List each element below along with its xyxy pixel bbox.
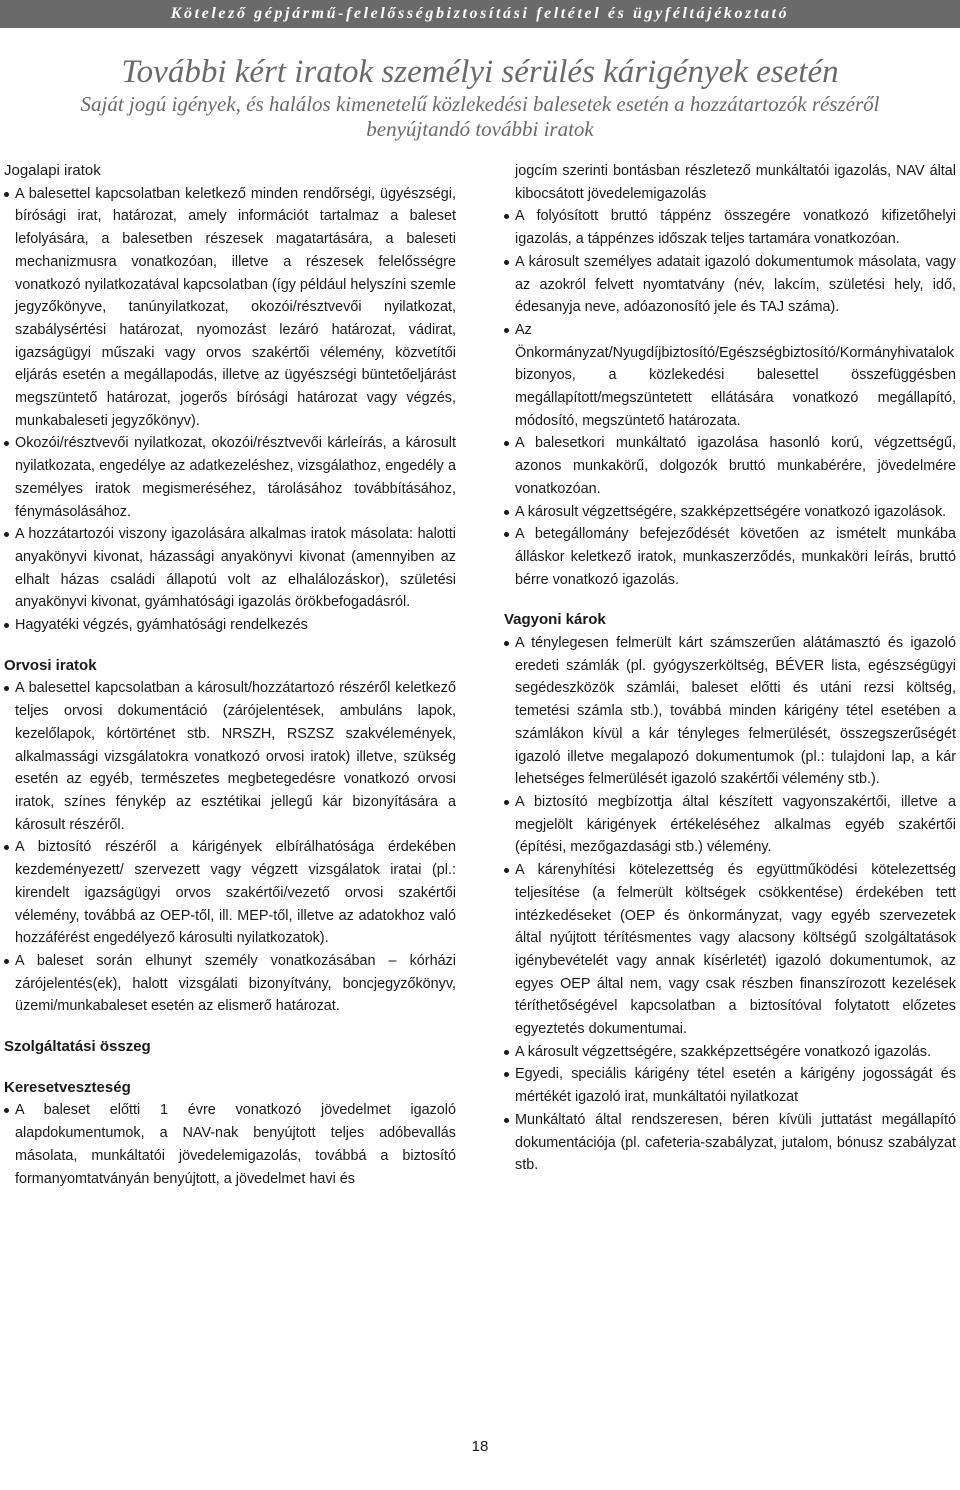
list-item: A károsult végzettségére, szakképzettségére vonatkozó igazolás. <box>504 1041 956 1064</box>
list-item: Hagyatéki végzés, gyámhatósági rendelkezés <box>4 614 456 637</box>
page-subtitle-line-1: Saját jogú igények, és halálos kimenetelű közlekedési balesetek esetén a hozzátartozók részéről <box>80 92 880 116</box>
section-title-jogalapi: Jogalapi iratok <box>4 162 101 179</box>
list-item: Egyedi, speciális kárigény tétel esetén a kárigény jogosságát és mértékét igazoló irat, munkáltatói nyilatkozat <box>504 1063 956 1108</box>
document-header-bar <box>0 0 960 28</box>
orvosi-list <box>4 677 456 1018</box>
section-title-szolgaltatasi: Szolgáltatási összeg <box>4 1038 151 1056</box>
vagyoni-list <box>504 632 956 1177</box>
keresetveszteseg-list-continued <box>504 205 956 591</box>
section-title-keresetveszteseg: Keresetveszteség <box>4 1078 131 1096</box>
page-number: 18 <box>471 1438 489 1455</box>
jogalapi-list <box>4 183 456 637</box>
list-item: A hozzátartozói viszony igazolására alkalmas iratok másolata: halotti anyakönyvi kivonat, házassági anyakönyvi kivonat (amennyiben az elhalt házas családi állapotú volt az elhalálozáskor), születési anyakönyvi kivonat, gyámhatósági igazolás örökbefogadásról. <box>4 523 456 614</box>
left-column <box>4 160 456 1190</box>
list-item: A balesettel kapcsolatban keletkező minden rendőrségi, ügyészségi, bírósági irat, határozat, amely információt tartalmaz a baleset lefolyására, a balesetben részesek magatartására, a baleseti mechanizmusra vonatkozóan, illetve a részesek felelősségre vonatkozó nyilatkozatával kapcsolatban (így például helyszíni szemle jegyzőkönyve, tanúnyilatkozat, okozói/résztvevői nyilatkozat, szabálysértési határozat, nyomozást lezáró határozat, vádirat, igazságügyi műszaki vagy orvos szakértői vélemény, közvetítői eljárás esetén a megállapodás, illetve az ügyészségi büntetőeljárást megszüntető határozat, jogerős bírósági határozat vagy végzés, munkabaleseti jegyzőkönyv). <box>4 183 456 433</box>
list-item: Okozói/résztvevői nyilatkozat, okozói/résztvevői kárleírás, a károsult nyilatkozata, engedélye az adatkezeléshez, vizsgálathoz, engedély a személyes iratok megismeréséhez, tárolásához továbbításához, fénymásolásához. <box>4 432 456 523</box>
keresetveszteseg-list <box>4 1099 456 1190</box>
document-header-text: Kötelező gépjármű-felelősségbiztosítási feltétel és ügyféltájékoztató <box>170 5 790 22</box>
list-item: A biztosító megbízottja által készített vagyonszakértői, illetve a megjelölt kárigények értékeléséhez alkalmas egyéb szakértői (építési, mezőgazdasági stb.) vélemény. <box>504 791 956 859</box>
list-item: A folyósított bruttó táppénz összegére vonatkozó kifizetőhelyi igazolás, a táppénzes időszak teljes tartamára vonatkozóan. <box>504 205 956 250</box>
page-title: További kért iratok személyi sérülés kárigények esetén <box>121 54 839 90</box>
list-item: A biztosító részéről a kárigények elbírálhatósága érdekében kezdeményezett/ szervezett vagy végzett vizsgálatok iratai (pl.: kirendelt igazságügyi orvos szakértői/vezető orvosi szakértői vélemény, továbbá az OEP-től, ill. MEP-től, illetve az adatokhoz való hozzáférést engedélyező károsulti nyilatkozatok). <box>4 836 456 950</box>
list-item: A baleset előtti 1 évre vonatkozó jövedelmet igazoló alapdokumentumok, a NAV-nak benyújtott teljes adóbevallás másolata, munkáltatói jövedelemigazolás, továbbá a biztosító formanyomtatványán benyújtott, a jövedelmet havi és <box>4 1099 456 1190</box>
section-title-vagyoni: Vagyoni károk <box>504 611 606 629</box>
list-item: A károsult végzettségére, szakképzettségére vonatkozó igazolások. <box>504 501 956 524</box>
title-block <box>0 52 960 142</box>
list-item: A balesetkori munkáltató igazolása hasonló korú, végzettségű, azonos munkakörű, dolgozók bruttó munkabérére, jövedelmére vonatkozóan. <box>504 432 956 500</box>
list-item: A betegállomány befejeződését követően az ismételt munkába álláskor keletkező iratok, munkaszerződés, munkaköri leírás, bruttó bérre vonatkozó igazolás. <box>504 523 956 591</box>
list-item: Az Önkormányzat/Nyugdíjbiztosító/Egészségbiztosító/Kormányhivatalok bizonyos, a közlekedési balesettel összefüggésben megállapított/megszüntetett ellátására vonatkozó megállapító, módosító, megszüntető határozata. <box>504 319 956 433</box>
list-item: A ténylegesen felmerült kárt számszerűen alátámasztó és igazoló eredeti számlák (pl. gyógyszerköltség, BÉVER lista, egészségügyi segédeszközök számlái, baleset előtti és utáni rezsi költség, temetési számla stb.), továbbá minden kárigény tétel esetében a számlákon kívül a kár tényleges felmerülését, összegszerűségét igazoló illetve megalapozó dokumentumok (pl.: tulajdoni lap, a kár lehetséges felmerülését igazoló szakértői vélemény stb.). <box>504 632 956 791</box>
list-item: A balesettel kapcsolatban a károsult/hozzátartozó részéről keletkező teljes orvosi dokumentáció (zárójelentések, ambuláns lapok, kezelőlapok, kórtörténet stb. NRSZH, RSZSZ szakvélemények, alkalmassági vizsgálatokra vonatkozó orvosi iratok) illetve, szükség esetén az egyéb, természetes megbetegedésre vonatkozó orvosi iratok, színes fénykép az esztétikai jellegű kár bizonyítására a károsult részéről. <box>4 677 456 836</box>
page-subtitle-line-2: benyújtandó további iratok <box>366 117 594 141</box>
section-title-orvosi: Orvosi iratok <box>4 656 97 674</box>
list-item: A baleset során elhunyt személy vonatkozásában – kórházi zárójelentés(ek), halott vizsgálati bizonyítvány, boncjegyzőkönyv, üzemi/munkabaleset esetén az elismerő határozat. <box>4 950 456 1018</box>
list-item-continuation: jogcím szerinti bontásban részletező munkáltatói igazolás, NAV által kibocsátott jövedelemigazolás <box>515 163 956 202</box>
list-item: A károsult személyes adatait igazoló dokumentumok másolata, vagy az azokról felvett nyomtatvány (név, lakcím, születési hely, idő, édesanyja neve, adóazonosító jele és TAJ száma). <box>504 251 956 319</box>
list-item: Munkáltató által rendszeresen, béren kívüli juttatást megállapító dokumentációja (pl. cafeteria-szabályzat, jutalom, bónusz szabályzat stb. <box>504 1109 956 1177</box>
right-column <box>504 160 956 1177</box>
list-item: A kárenyhítési kötelezettség és együttműködési kötelezettség teljesítése (a felmerült költségek csökkentése) érdekében tett intézkedéseket (OEP és önkormányzat, vagy egyéb szervezetek által nyújtott térítésmentes vagy alacsony költségű szolgáltatások igénybevételét vagy annak kísérletét) igazoló dokumentumok, az egyes OEP által nem, vagy csak részben finanszírozott kezelések téríthetőségével kapcsolatban a biztosítóval folytatott előzetes egyeztetés dokumentumai. <box>504 859 956 1041</box>
